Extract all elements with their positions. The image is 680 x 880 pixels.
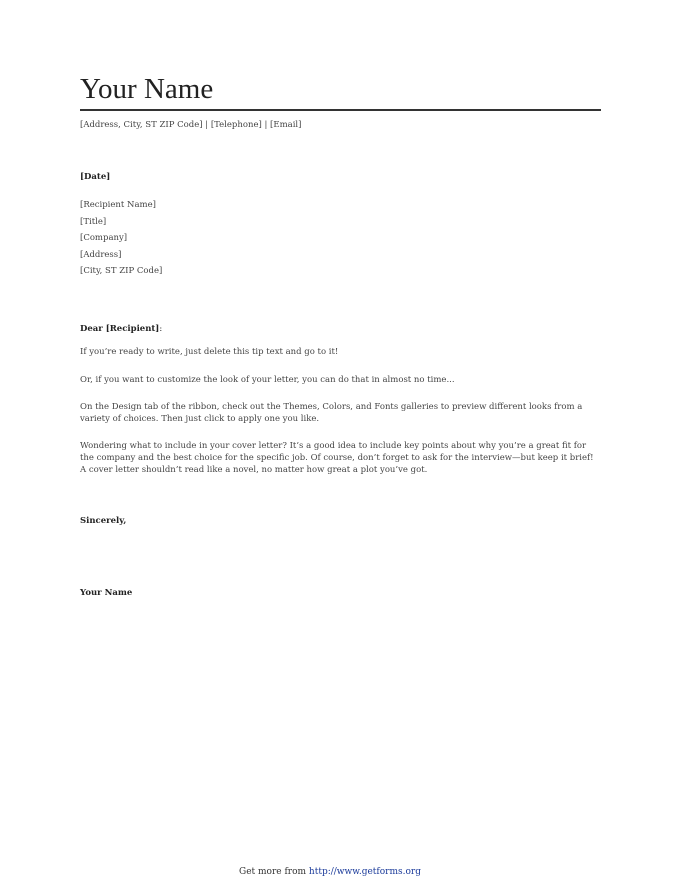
footer-link[interactable]: http://www.getforms.org (308, 867, 421, 877)
sender-contact-line: [Address, City, ST ZIP Code] | [Telephone] | [Email] (80, 120, 302, 130)
footer-prefix: Get more from (239, 867, 309, 877)
page-footer (0, 866, 660, 878)
recipient-address-block (80, 197, 162, 280)
signature-name: Your Name (80, 588, 133, 598)
recipient-address: [Address] (80, 249, 122, 260)
salutation-recipient: Dear [Recipient] (80, 324, 160, 334)
recipient-city-line: [City, ST ZIP Code] (80, 266, 163, 276)
salutation-colon: : (159, 324, 163, 334)
recipient-company: [Company] (80, 233, 128, 243)
recipient-name: [Recipient Name] (80, 200, 156, 210)
salutation (80, 323, 162, 335)
sender-name-heading: Your Name (80, 73, 214, 105)
body-paragraph-2: Or, if you want to customize the look of your letter, you can do that in almost no time... (80, 375, 455, 385)
header-divider (80, 109, 601, 111)
closing-line: Sincerely, (80, 516, 127, 526)
recipient-title: [Title] (80, 216, 107, 227)
body-paragraph-3: On the Design tab of the ribbon, check out the Themes, Colors, and Fonts galleries to preview different looks from a variety of choices. Then just click to apply one you like. (80, 402, 583, 424)
body-paragraph-4: Wondering what to include in your cover letter? It’s a good idea to include key points about why you’re a great fit for the company and the best choice for the specific job. Of course, don’t forget to ask for the interview—but keep it brief! A cover letter shouldn’t read like a novel, no matter how great a plot you’ve got. (80, 441, 594, 475)
body-paragraph-1: If you’re ready to write, just delete this tip text and go to it! (80, 347, 339, 357)
letter-date: [Date] (80, 172, 111, 182)
